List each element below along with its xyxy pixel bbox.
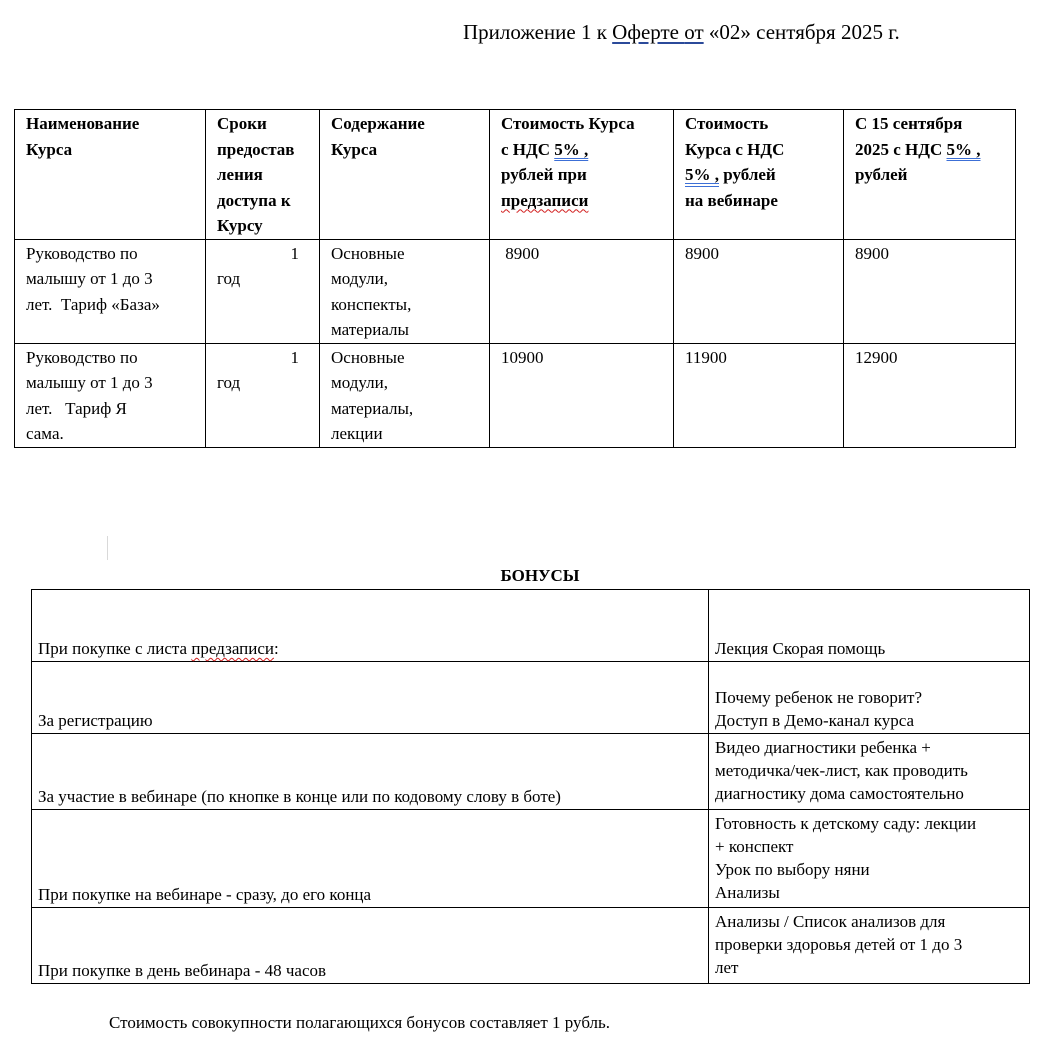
course-name-cell: Руководство по малышу от 1 до 3 лет. Тариф Я сама. xyxy=(15,343,206,447)
header-price-sep15: С 15 сентября 2025 с НДС 5% , рублей xyxy=(844,110,1016,240)
table-row xyxy=(32,662,1030,734)
appendix-date: «02» сентября 2025 г. xyxy=(703,20,900,44)
bonus-reward-cell: Лекция Скорая помощь xyxy=(709,590,1030,662)
price-webinar-cell: 8900 xyxy=(674,239,844,343)
price-table xyxy=(14,109,1016,448)
price-sep15-cell: 12900 xyxy=(844,343,1016,447)
appendix-title xyxy=(463,20,900,45)
table-row xyxy=(15,343,1016,447)
table-row xyxy=(32,810,1030,908)
bonus-reward-cell: Готовность к детскому саду: лекции + конспект Урок по выбору няни Анализы xyxy=(709,810,1030,908)
bonus-reward-cell: Почему ребенок не говорит? Доступ в Демо-канал курса xyxy=(709,662,1030,734)
text-cursor xyxy=(107,536,108,560)
spell-marked-word: предзаписи xyxy=(501,190,589,210)
price-webinar-cell: 11900 xyxy=(674,343,844,447)
header-price-prereg: Стоимость Курса с НДС 5% , рублей при предзаписи xyxy=(490,110,674,240)
vat-link[interactable]: 5% , xyxy=(685,165,719,184)
bonus-reward-cell: Видео диагностики ребенка + методичка/чек-лист, как проводить диагностику дома самостоятельно xyxy=(709,734,1030,810)
vat-link[interactable]: 5% , xyxy=(554,139,589,159)
header-course-name: Наименование Курса xyxy=(15,110,206,240)
vat-link[interactable]: 5% , xyxy=(946,139,981,159)
table-row xyxy=(32,590,1030,662)
bonus-condition-cell: При покупке с листа предзаписи: xyxy=(32,590,709,662)
price-prereg-cell: 10900 xyxy=(490,343,674,447)
course-name-cell: Руководство по малышу от 1 до 3 лет. Тариф «База» xyxy=(15,239,206,343)
bonus-reward-cell: Анализы / Список анализов для проверки здоровья детей от 1 до 3 лет xyxy=(709,908,1030,984)
bonus-condition-cell: За участие в вебинаре (по кнопке в конце или по кодовому слову в боте) xyxy=(32,734,709,810)
access-term-cell: 1 год xyxy=(206,239,320,343)
price-prereg-cell: 8900 xyxy=(490,239,674,343)
price-table-header xyxy=(15,110,1016,240)
course-content-cell: Основные модули, материалы, лекции xyxy=(320,343,490,447)
offer-from: от xyxy=(684,20,704,44)
offer-link[interactable] xyxy=(612,20,703,44)
table-row xyxy=(32,734,1030,810)
bonus-condition-cell: За регистрацию xyxy=(32,662,709,734)
bonus-condition-cell: При покупке на вебинаре - сразу, до его конца xyxy=(32,810,709,908)
table-row xyxy=(15,239,1016,343)
header-access-term: Сроки предостав ления доступа к Курсу xyxy=(206,110,320,240)
header-course-content: Содержание Курса xyxy=(320,110,490,240)
bonus-table xyxy=(31,589,1030,984)
footer-note: Стоимость совокупности полагающихся бонусов составляет 1 рубль. xyxy=(109,1013,611,1032)
price-sep15-cell: 8900 xyxy=(844,239,1016,343)
appendix-prefix: Приложение 1 к xyxy=(463,20,613,44)
header-price-webinar: Стоимость Курса с НДС 5% , рублей на вебинаре xyxy=(674,110,844,240)
table-row xyxy=(32,908,1030,984)
bonus-heading: БОНУСЫ xyxy=(500,566,580,585)
access-term-cell: 1 год xyxy=(206,343,320,447)
course-content-cell: Основные модули, конспекты, материалы xyxy=(320,239,490,343)
spell-marked-word: предзаписи xyxy=(191,639,274,658)
offer-word: Оферте xyxy=(612,20,679,44)
bonus-condition-cell: При покупке в день вебинара - 48 часов xyxy=(32,908,709,984)
